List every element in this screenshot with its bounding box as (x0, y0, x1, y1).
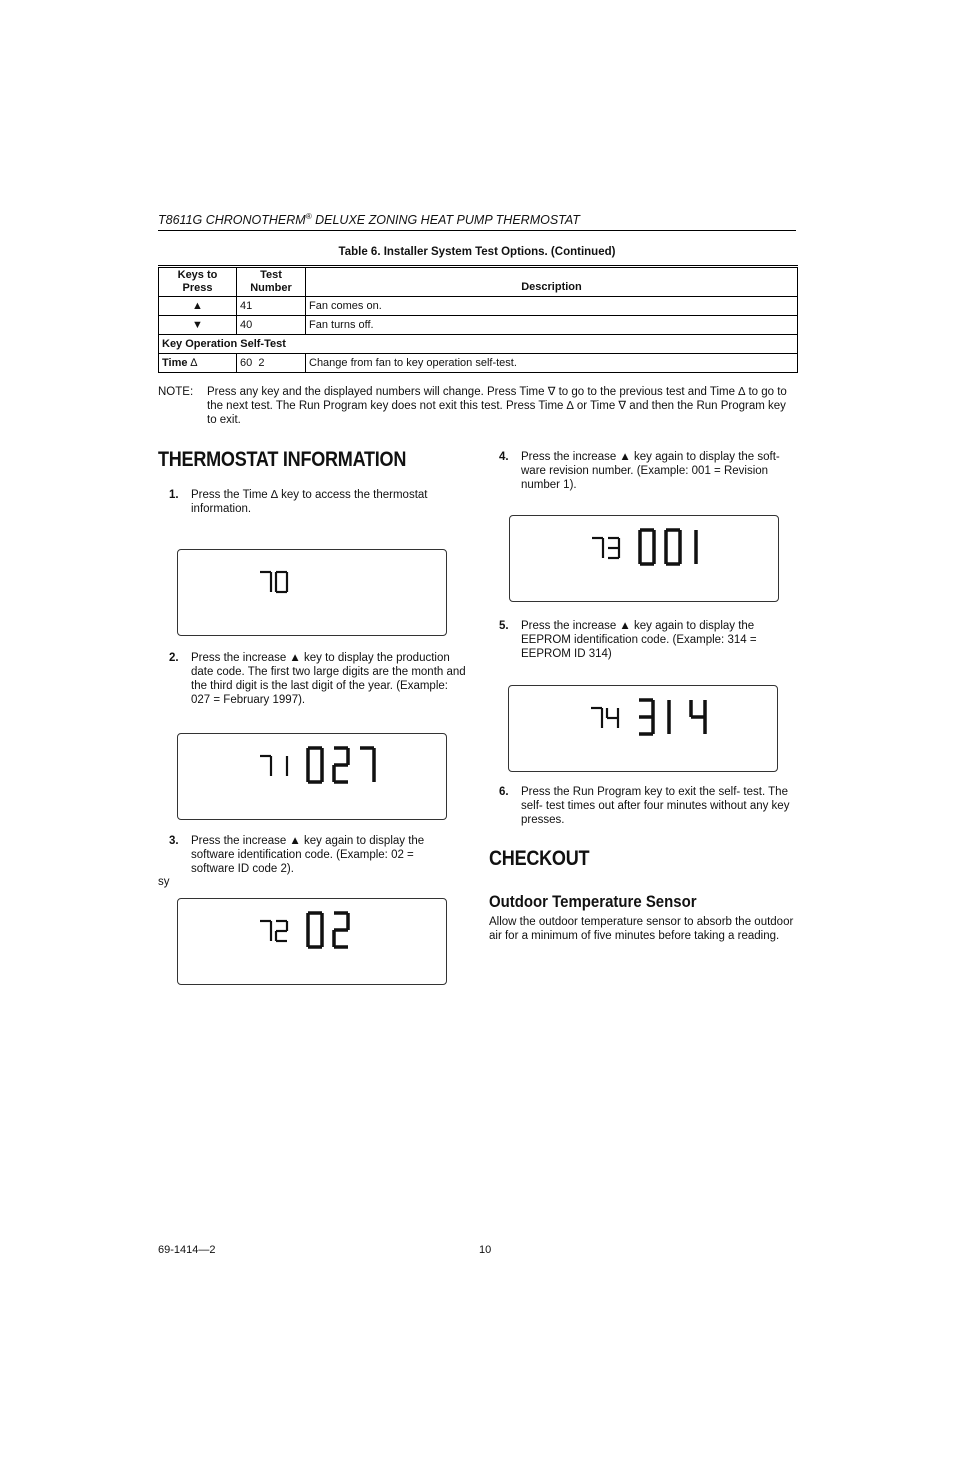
running-header (158, 212, 580, 227)
table-row (159, 297, 798, 316)
lcd-digits (178, 734, 446, 819)
step-text: Press the increase ▲ key again to display the soft-ware revision number. (Example: 001 = Revision number 1). (521, 451, 780, 491)
table-header-row (159, 267, 798, 297)
lcd-display-74 (508, 685, 778, 772)
thermostat-information-heading: THERMOSTAT INFORMATION (158, 448, 407, 471)
lcd-display-72 (177, 898, 447, 985)
test-number: 60 2 (237, 354, 306, 373)
lcd-digits (509, 686, 777, 771)
table-caption: Table 6. Installer System Test Options. (Continued) (338, 246, 616, 258)
lcd-digits (178, 899, 446, 984)
test-options-table (158, 265, 798, 373)
description: Fan comes on. (306, 297, 798, 316)
header-title-prefix: T8611G CHRONOTHERM (158, 213, 306, 228)
step-text: Press the Time ∆ key to access the thermostat information. (191, 489, 428, 515)
step-number: 2. (169, 652, 179, 664)
lcd-display-73 (509, 515, 779, 602)
key-up-arrow-icon: ▲ (159, 297, 237, 316)
checkout-heading: CHECKOUT (489, 847, 590, 870)
lcd-display-70 (177, 549, 447, 636)
registered-mark: ® (305, 212, 312, 221)
outdoor-sensor-text: Allow the outdoor temperature sensor to absorb the outdoor air for a minimum of five minutes before taking a reading. (489, 916, 794, 942)
note-label: NOTE: (158, 386, 194, 398)
step-text: Press the increase ▲ key to display the production date code. The first two large digits are the month and the third digit is the last digit of the year. (Example: 027 = February 1997). (191, 652, 466, 706)
table-section-row (159, 335, 798, 354)
stray-text: sy (158, 876, 170, 888)
step-number: 3. (169, 835, 179, 847)
description: Change from fan to key operation self-test. (306, 354, 798, 373)
key-name: Time (162, 357, 188, 369)
step-text: Press the Run Program key to exit the self- test. The self- test times out after four minutes without any key presses. (521, 786, 790, 826)
header-title-suffix: DELUXE ZONING HEAT PUMP THERMOSTAT (311, 213, 580, 228)
note-text: Press any key and the displayed numbers will change. Press Time ∇ to go to the previous test and Time ∆ to go to the next test. The Run Program key does not exit this test. Press Time ∆ or Time ∇ and then the Run Program key to exit. (207, 386, 787, 426)
test-number: 40 (237, 316, 306, 335)
header-rule (158, 230, 796, 231)
step-number: 5. (499, 620, 509, 632)
col-header-test: Test Number (237, 267, 306, 297)
table-row (159, 316, 798, 335)
description: Fan turns off. (306, 316, 798, 335)
delta-icon: ∆ (187, 357, 198, 369)
col-header-keys: Keys to Press (159, 267, 237, 297)
lcd-digits (510, 516, 778, 601)
col-header-description: Description (306, 267, 798, 297)
step-number: 1. (169, 489, 179, 501)
lcd-display-71 (177, 733, 447, 820)
test-number: 41 (237, 297, 306, 316)
lcd-digits (178, 550, 446, 635)
step-number: 6. (499, 786, 509, 798)
step-number: 4. (499, 451, 509, 463)
section-label: Key Operation Self-Test (159, 335, 798, 354)
outdoor-sensor-subheading: Outdoor Temperature Sensor (489, 892, 697, 911)
key-cell (159, 354, 237, 373)
page-number: 10 (479, 1244, 492, 1256)
key-down-arrow-icon: ▼ (159, 316, 237, 335)
table-row (159, 354, 798, 373)
doc-number: 69-1414—2 (158, 1244, 216, 1256)
step-text: Press the increase ▲ key again to display the EEPROM identification code. (Example: 314 = EEPROM ID 314) (521, 620, 757, 660)
step-text: Press the increase ▲ key again to display the software identification code. (Example: 02 = software ID code 2). (191, 835, 425, 875)
